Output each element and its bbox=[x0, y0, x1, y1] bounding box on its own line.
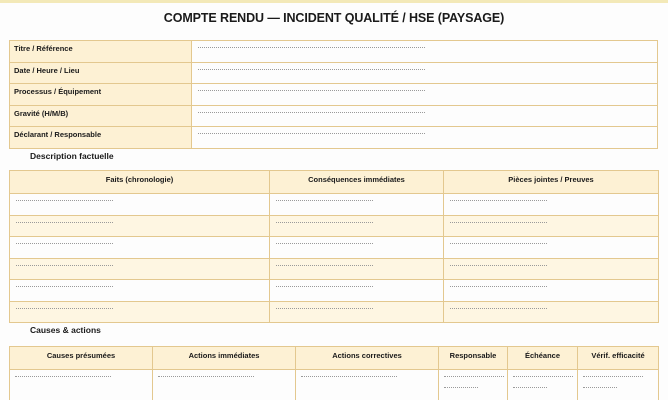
table-row bbox=[10, 194, 659, 216]
incident-info-table bbox=[9, 40, 658, 149]
table-row bbox=[10, 237, 659, 259]
fill-line bbox=[16, 302, 113, 309]
table-cell-input[interactable] bbox=[10, 237, 270, 259]
fill-line bbox=[450, 194, 547, 201]
table-cell-input[interactable] bbox=[270, 301, 444, 323]
table-cell-input[interactable] bbox=[10, 370, 153, 400]
table-cell-input[interactable] bbox=[10, 194, 270, 216]
table-row bbox=[10, 301, 659, 323]
document-title: COMPTE RENDU — INCIDENT QUALITÉ / HSE (PAYSAGE) bbox=[163, 11, 505, 25]
fill-line bbox=[444, 370, 504, 377]
table-cell-input[interactable] bbox=[270, 194, 444, 216]
table-cell-input[interactable] bbox=[270, 237, 444, 259]
fill-line bbox=[198, 41, 425, 48]
fill-line bbox=[450, 259, 547, 266]
column-header: Conséquences immédiates bbox=[270, 171, 444, 194]
table-cell-input[interactable] bbox=[153, 370, 296, 400]
fill-line bbox=[198, 84, 425, 91]
fill-line bbox=[16, 194, 113, 201]
info-row bbox=[10, 84, 658, 106]
description-table bbox=[9, 170, 659, 323]
info-label: Déclarant / Responsable bbox=[10, 127, 192, 149]
table-cell-input[interactable] bbox=[270, 280, 444, 302]
table-cell-input[interactable] bbox=[444, 237, 659, 259]
table-cell-input[interactable] bbox=[444, 258, 659, 280]
table-cell-input[interactable] bbox=[10, 301, 270, 323]
table-cell-input[interactable] bbox=[444, 280, 659, 302]
column-header: Échéance bbox=[508, 347, 578, 370]
section-heading-causes: Causes & actions bbox=[30, 325, 101, 335]
column-header: Pièces jointes / Preuves bbox=[444, 171, 659, 194]
column-header: Actions correctives bbox=[296, 347, 439, 370]
fill-line bbox=[583, 381, 617, 388]
table-cell-input[interactable] bbox=[444, 215, 659, 237]
column-header: Responsable bbox=[439, 347, 508, 370]
fill-line bbox=[276, 216, 373, 223]
section-heading-description: Description factuelle bbox=[30, 151, 114, 161]
fill-line bbox=[450, 280, 547, 287]
info-row bbox=[10, 105, 658, 127]
column-header: Vérif. efficacité bbox=[578, 347, 659, 370]
table-cell-input[interactable] bbox=[270, 258, 444, 280]
table-cell-input[interactable] bbox=[296, 370, 439, 400]
fill-line bbox=[16, 280, 113, 287]
table-header-row bbox=[10, 171, 659, 194]
info-value-field[interactable] bbox=[192, 84, 658, 106]
fill-line bbox=[16, 237, 113, 244]
causes-actions-table bbox=[9, 346, 659, 400]
fill-line bbox=[513, 370, 573, 377]
table-cell-input[interactable] bbox=[270, 215, 444, 237]
info-row bbox=[10, 127, 658, 149]
column-header: Faits (chronologie) bbox=[10, 171, 270, 194]
fill-line bbox=[450, 237, 547, 244]
fill-line bbox=[583, 370, 643, 377]
fill-line bbox=[16, 259, 113, 266]
table-row bbox=[10, 370, 659, 400]
column-header: Causes présumées bbox=[10, 347, 153, 370]
fill-line bbox=[450, 216, 547, 223]
info-label: Date / Heure / Lieu bbox=[10, 62, 192, 84]
fill-line bbox=[301, 370, 397, 377]
table-header-row bbox=[10, 347, 659, 370]
info-row bbox=[10, 41, 658, 63]
fill-line bbox=[513, 381, 547, 388]
fill-line bbox=[276, 302, 373, 309]
table-cell-input[interactable] bbox=[10, 215, 270, 237]
column-header: Actions immédiates bbox=[153, 347, 296, 370]
table-cell-input[interactable] bbox=[508, 370, 578, 400]
fill-line bbox=[450, 302, 547, 309]
info-value-field[interactable] bbox=[192, 41, 658, 63]
table-cell-input[interactable] bbox=[439, 370, 508, 400]
fill-line bbox=[276, 280, 373, 287]
fill-line bbox=[198, 63, 425, 70]
table-row bbox=[10, 258, 659, 280]
fill-line bbox=[198, 127, 425, 134]
table-cell-input[interactable] bbox=[444, 301, 659, 323]
fill-line bbox=[276, 237, 373, 244]
fill-line bbox=[276, 259, 373, 266]
table-cell-input[interactable] bbox=[578, 370, 659, 400]
info-label: Titre / Référence bbox=[10, 41, 192, 63]
fill-line bbox=[16, 216, 113, 223]
table-cell-input[interactable] bbox=[10, 258, 270, 280]
info-value-field[interactable] bbox=[192, 105, 658, 127]
info-row bbox=[10, 62, 658, 84]
info-value-field[interactable] bbox=[192, 62, 658, 84]
fill-line bbox=[444, 381, 478, 388]
table-cell-input[interactable] bbox=[444, 194, 659, 216]
table-cell-input[interactable] bbox=[10, 280, 270, 302]
info-label: Gravité (H/M/B) bbox=[10, 105, 192, 127]
fill-line bbox=[276, 194, 373, 201]
top-accent-bar bbox=[0, 0, 668, 3]
info-label: Processus / Équipement bbox=[10, 84, 192, 106]
fill-line bbox=[158, 370, 254, 377]
fill-line bbox=[15, 370, 111, 377]
info-value-field[interactable] bbox=[192, 127, 658, 149]
fill-line bbox=[198, 106, 425, 113]
table-row bbox=[10, 215, 659, 237]
table-row bbox=[10, 280, 659, 302]
